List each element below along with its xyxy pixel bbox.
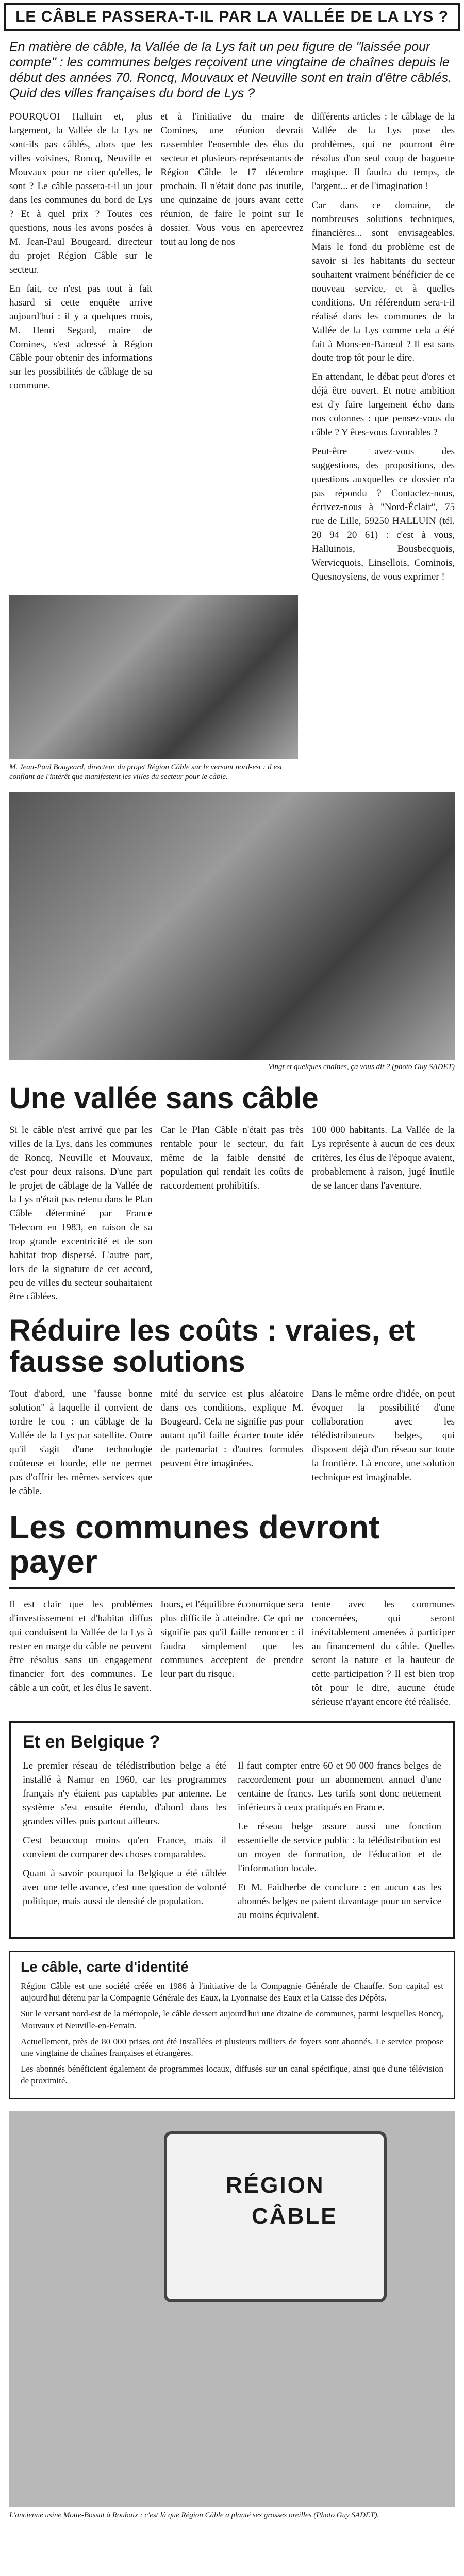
portrait-block [9,595,298,783]
intro-col2-p1: et à l'initiative du maire de Comines, une réunion devrait rassembler l'ensemble des élus du secteur et plusieurs représentants de Région Câble le 17 décembre prochain. Il n'était donc pas inutile, une quinzaine de jours avant cette réunion, de faire le point sur le dossier. Vous vous en apercevrez tout au long de nos [160,111,304,247]
portrait-photo [9,595,298,759]
intro-col3-p1: différents articles : le câblage de la Vallée de la Lys pose des problèmes, qui ne pourront être résolus d'un seul coup de baguette magique. Il faudra du temps, de l'argent... et de l'imagination ! [311,111,455,192]
section1-title: Une vallée sans câble [9,1081,319,1115]
monitor-photo [9,2111,455,2507]
intro-col1-p1: POURQUOI Halluin et, plus largement, la Vallée de la Lys ne sont-ils pas câblés, alors que les villes voisines, Roncq, Neuville et Mouvaux pour ne citer qu'elles, le sont ? Le câble passera-t-il un jour dans les communes du bord de Lys ? Et à quel prix ? Toutes ces questions, nous les avons posées à M. Jean-Paul Bougeard, directeur du projet Région Câble sur le secteur. [9,111,153,275]
belgique-left [23,1759,226,1928]
section3-col-2: Iours, et l'équilibre économique sera plus difficile à atteindre. Ce qui ne signifie pas qu'il faille renoncer : il faudra simplement que les communes acceptent de prendre leur part du risque. [160,1599,304,1680]
screens-caption: Vingt et quelques chaînes, ça vous dit ? (photo Guy SADET) [268,1062,455,1071]
monitor-caption: L'ancienne usine Motte-Bossut à Roubaix : c'est là que Région Câble a planté ses grosses oreilles (Photo Guy SADET). [9,2511,379,2520]
intro-col3-p2: Car dans ce domaine, de nombreuses solutions techniques, financières... sont envisageables. Mais le fond du problème est de savoir si les habitants du secteur souhaitent vraiment bénéficier de ce nouveau service, et à quelles conditions. Un référendum sera-t-il réalisé dans les communes de la Vallée de la Lys comme cela a été fait à Mons-en-Barœul ? Il est sans doute trop tôt pour le dire. [311,199,455,364]
section3-title: Les communes devront payer [9,1508,380,1581]
section3-col-3: tente avec les communes concernées, qui seront inévitablement amenées à participer au financement du câble. Quelles seront la nature et la hauteur de cette participation ? Il est bien trop tôt pour le dire, aucune étude sérieuse n'ayant encore été réalisée. [311,1599,455,1708]
section3-rule [9,1587,455,1589]
section1-col-1: Si le câble n'est arrivé que par les villes de la Lys, dans les communes de Roncq, Neuville et Mouvaux, c'est pour deux raisons. D'une part le projet de câblage de la Vallée de la Lys n'était pas retenu dans le Plan Câble déterminé par France Telecom en 1983, en raison de sa trop grande excentricité et de son habitat trop dispersé. L'autre part, lors de la signature de cet accord, peu de villes du secteur souhaitaient être câblées. [9,1124,153,1302]
idcard-p4: Les abonnés bénéficient également de programmes locaux, diffusés sur un canal spécifique, ainsi que d'une télévision de proximité. [21,2064,443,2086]
section3-columns [9,1598,455,1709]
intro-col-3 [312,110,455,589]
section2-title: Réduire les coûts : vraies, et fausse solutions [9,1314,415,1379]
belgique-title: Et en Belgique ? [23,1732,160,1752]
section2-columns [9,1387,455,1499]
belgique-left-p3: Quant à savoir pourquoi la Belgique a été câblée avec une telle avance, c'est une question de volonté politique, mais aussi de densité de population. [23,1868,226,1907]
section1-col-2: Car le Plan Câble n'était pas très rentable pour le secteur, du fait même de la faible densité de population qui rendait les coûts de raccordement prohibitifs. [160,1124,304,1191]
intro-col-2 [160,110,303,589]
intro-col-1 [9,110,152,589]
belgique-right-p2: Le réseau belge assure aussi une fonction essentielle de service public : la télédistribution est un moyen de formation, de l'éducation et de l'information locale. [238,1821,441,1874]
intro-col1-p2: En fait, ce n'est pas tout à fait hasard si cette enquête arrive aujourd'hui : il y a quelques mois, M. Henri Segard, maire de Comines, s'est adressé à Région Câble pour obtenir des informations sur les possibilités de câblage de sa commune. [9,283,153,392]
section2-col-3: Dans le même ordre d'idée, on peut évoquer la possibilité d'une collaboration avec les télédistributeurs belges, qui disposent déjà d'un réseau sur toute la frontière. Là encore, une solution technique est imaginable. [311,1388,455,1483]
belgique-right [238,1759,441,1928]
intro-columns [9,110,455,589]
screens-photo [9,792,455,1060]
idcard-p2: Sur le versant nord-est de la métropole, le câble dessert aujourd'hui une dizaine de communes, parmi lesquelles Roncq, Mouvaux et Neuville-en-Ferrain. [21,2008,443,2030]
belgique-left-p2: C'est beaucoup moins qu'en France, mais il convient de comparer des choses comparables. [23,1835,226,1860]
section1-col-3: 100 000 habitants. La Vallée de la Lys représente à aucun de ces deux critères, les élus de l'époque avaient, probablement à raison, jugé inutile de se lancer dans l'aventure. [311,1124,455,1191]
idcard-title: Le câble, carte d'identité [21,1958,189,1975]
logo-line1: RÉGION [226,2173,325,2198]
idcard-box [9,1951,455,2100]
headline: LE CÂBLE PASSERA-T-IL PAR LA VALLÉE DE LA LYS ? [15,8,449,25]
intro-col3-p4: Peut-être avez-vous des suggestions, des propositions, des questions auxquelles ce dossier n'a pas répondu ? Contactez-nous, écrivez-nous à "Nord-Éclair", 75 rue de Lille, 59250 HALLUIN (tél. 20 94 20 61) : c'est à vous, Halluinois, Bousbecquois, Wervicquois, Linsellois, Cominois, Quesnoysiens, de vous exprimer ! [311,446,455,582]
idcard-p3: Actuellement, près de 80 000 prises ont été installées et plusieurs milliers de foyers sont abonnés. Le service propose une vingtaine de chaînes françaises et étrangères. [21,2036,443,2058]
belgique-left-p1: Le premier réseau de télédistribution belge a été installé à Namur en 1960, car les programmes français n'y étaient pas captables par antenne. Le système s'est ensuite étendu, d'abord dans les grandes villes puis partout ailleurs. [23,1760,226,1827]
section2-col-2: mité du service est plus aléatoire dans ces conditions, explique M. Bougeard. Cela ne signifie pas pour autant qu'il faille écarter toute idée de partenariat : d'autres formules peuvent être imaginées. [160,1388,304,1469]
lede-paragraph: En matière de câble, la Vallée de la Lys fait un peu figure de "laissée pour compte" : les communes belges reçoivent une vingtaine de chaînes depuis le début des années 70. Roncq, Mouvaux et Neuville sont en train d'être câblés. Quid des villes françaises du bord de Lys ? [9,40,452,100]
belgique-right-p3: Et M. Faidherbe de conclure : en aucun cas les abonnés belges ne paient davantage pour un service au moins équivalent. [238,1882,441,1921]
section1-columns [9,1124,455,1304]
section2-col-1: Tout d'abord, une "fausse bonne solution" à laquelle il convient de tordre le cou : un câblage de la Vallée de la Lys par satellite. Outre qu'il s'agit d'une technologie coûteuse et lourde, elle ne permet pas d'offrir les mêmes services que le câble. [9,1388,153,1497]
intro-col3-p3: En attendant, le débat peut d'ores et déjà être ouvert. Et notre ambition est d'y faire largement écho dans nos colonnes : que pensez-vous du câble ? Y êtes-vous favorables ? [311,371,455,438]
idcard-p1: Région Câble est une société créée en 1986 à l'initiative de la Compagnie Générale de Chauffe. Son capital est aujourd'hui détenu par la Compagnie Générale des Eaux, la Lyonnaise des Eaux et la Caisse des Dépôts. [21,1980,443,2003]
section3-col-1: Il est clair que les problèmes d'investissement et d'habitat diffus qui conduisent la Vallée de la Lys à rester en marge du câble ne peuvent être résolus sans un engagement financier fort des communes. Le câble a un coût, et les élus le savent. [9,1599,153,1694]
belgique-right-p1: Il faut compter entre 60 et 90 000 francs belges de raccordement pour un abonnement annuel d'une centaine de francs. Les tarifs sont donc nettement inférieurs à ceux pratiqués en France. [238,1760,441,1814]
logo-line2: CÂBLE [252,2204,338,2229]
headline-banner [4,3,460,31]
belgique-box [9,1721,455,1939]
portrait-caption: M. Jean-Paul Bougeard, directeur du projet Région Câble sur le versant nord-est : il est confiant de l'intérêt que manifestent les villes du secteur pour le câble. [9,762,283,782]
